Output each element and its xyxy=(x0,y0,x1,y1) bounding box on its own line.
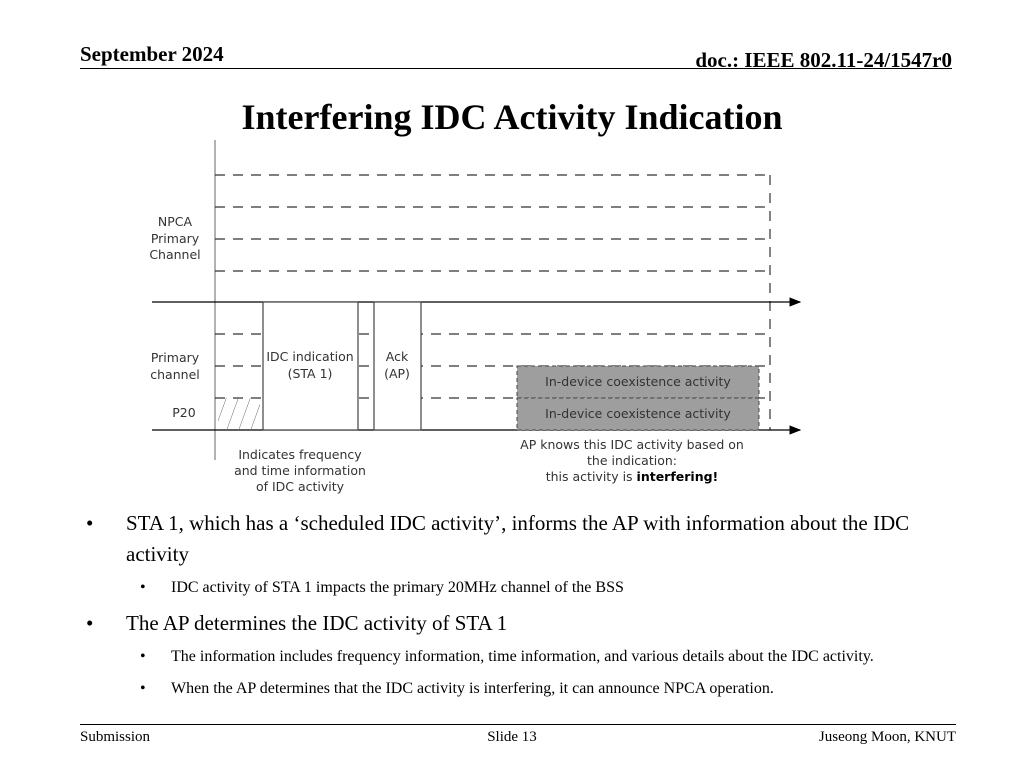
npca-label-line1: NPCA xyxy=(157,214,193,229)
ack-box-line1: Ack xyxy=(385,349,409,364)
header-doc-id: doc.: IEEE 802.11-24/1547r0 xyxy=(695,48,952,72)
coex-upper-label: In-device coexistence activity xyxy=(545,374,731,389)
bullet-item: • STA 1, which has a ‘scheduled IDC activity’, informs the AP with information about the IDC activity xyxy=(80,508,960,570)
footer-submission: Submission xyxy=(80,729,151,745)
header-rule xyxy=(80,68,952,69)
bullet-item: • The AP determines the IDC activity of STA 1 xyxy=(80,608,960,639)
footer-slide-number: Slide 13 xyxy=(487,729,537,745)
primary-label-line1: Primary xyxy=(150,350,200,365)
hatched-region xyxy=(218,398,260,430)
note-right-line1: AP knows this IDC activity based on xyxy=(520,437,744,452)
primary-label-line2: channel xyxy=(150,367,200,382)
note-left-line3: of IDC activity xyxy=(255,479,345,494)
footer-rule xyxy=(80,724,956,725)
header-date: September 2024 xyxy=(80,42,224,66)
footer-author: Juseong Moon, KNUT xyxy=(818,729,956,745)
npca-label-line3: Channel xyxy=(149,247,201,262)
sub-bullet-item: • IDC activity of STA 1 impacts the primary 20MHz channel of the BSS xyxy=(80,576,921,600)
bullet-list xyxy=(80,508,960,709)
note-left-line2: and time information xyxy=(234,463,366,478)
note-right-line2: the indication: xyxy=(587,453,677,468)
coex-lower-label: In-device coexistence activity xyxy=(545,406,731,421)
note-right-line3: this activity is interfering! xyxy=(545,469,719,484)
sub-bullet-item: • The information includes frequency information, time information, and various details about the IDC activity. xyxy=(80,645,921,669)
idc-box-line2: (STA 1) xyxy=(287,366,333,381)
note-left-line1: Indicates frequency xyxy=(238,447,362,462)
ack-box-line2: (AP) xyxy=(384,366,410,381)
sub-bullet-item: • When the AP determines that the IDC activity is interfering, it can announce NPCA operation. xyxy=(80,677,921,701)
npca-label-line2: Primary xyxy=(150,231,200,246)
p20-label: P20 xyxy=(172,405,196,420)
channel-diagram xyxy=(140,140,810,500)
slide-title: Interfering IDC Activity Indication xyxy=(241,97,783,137)
idc-box-line1: IDC indication xyxy=(266,349,354,364)
